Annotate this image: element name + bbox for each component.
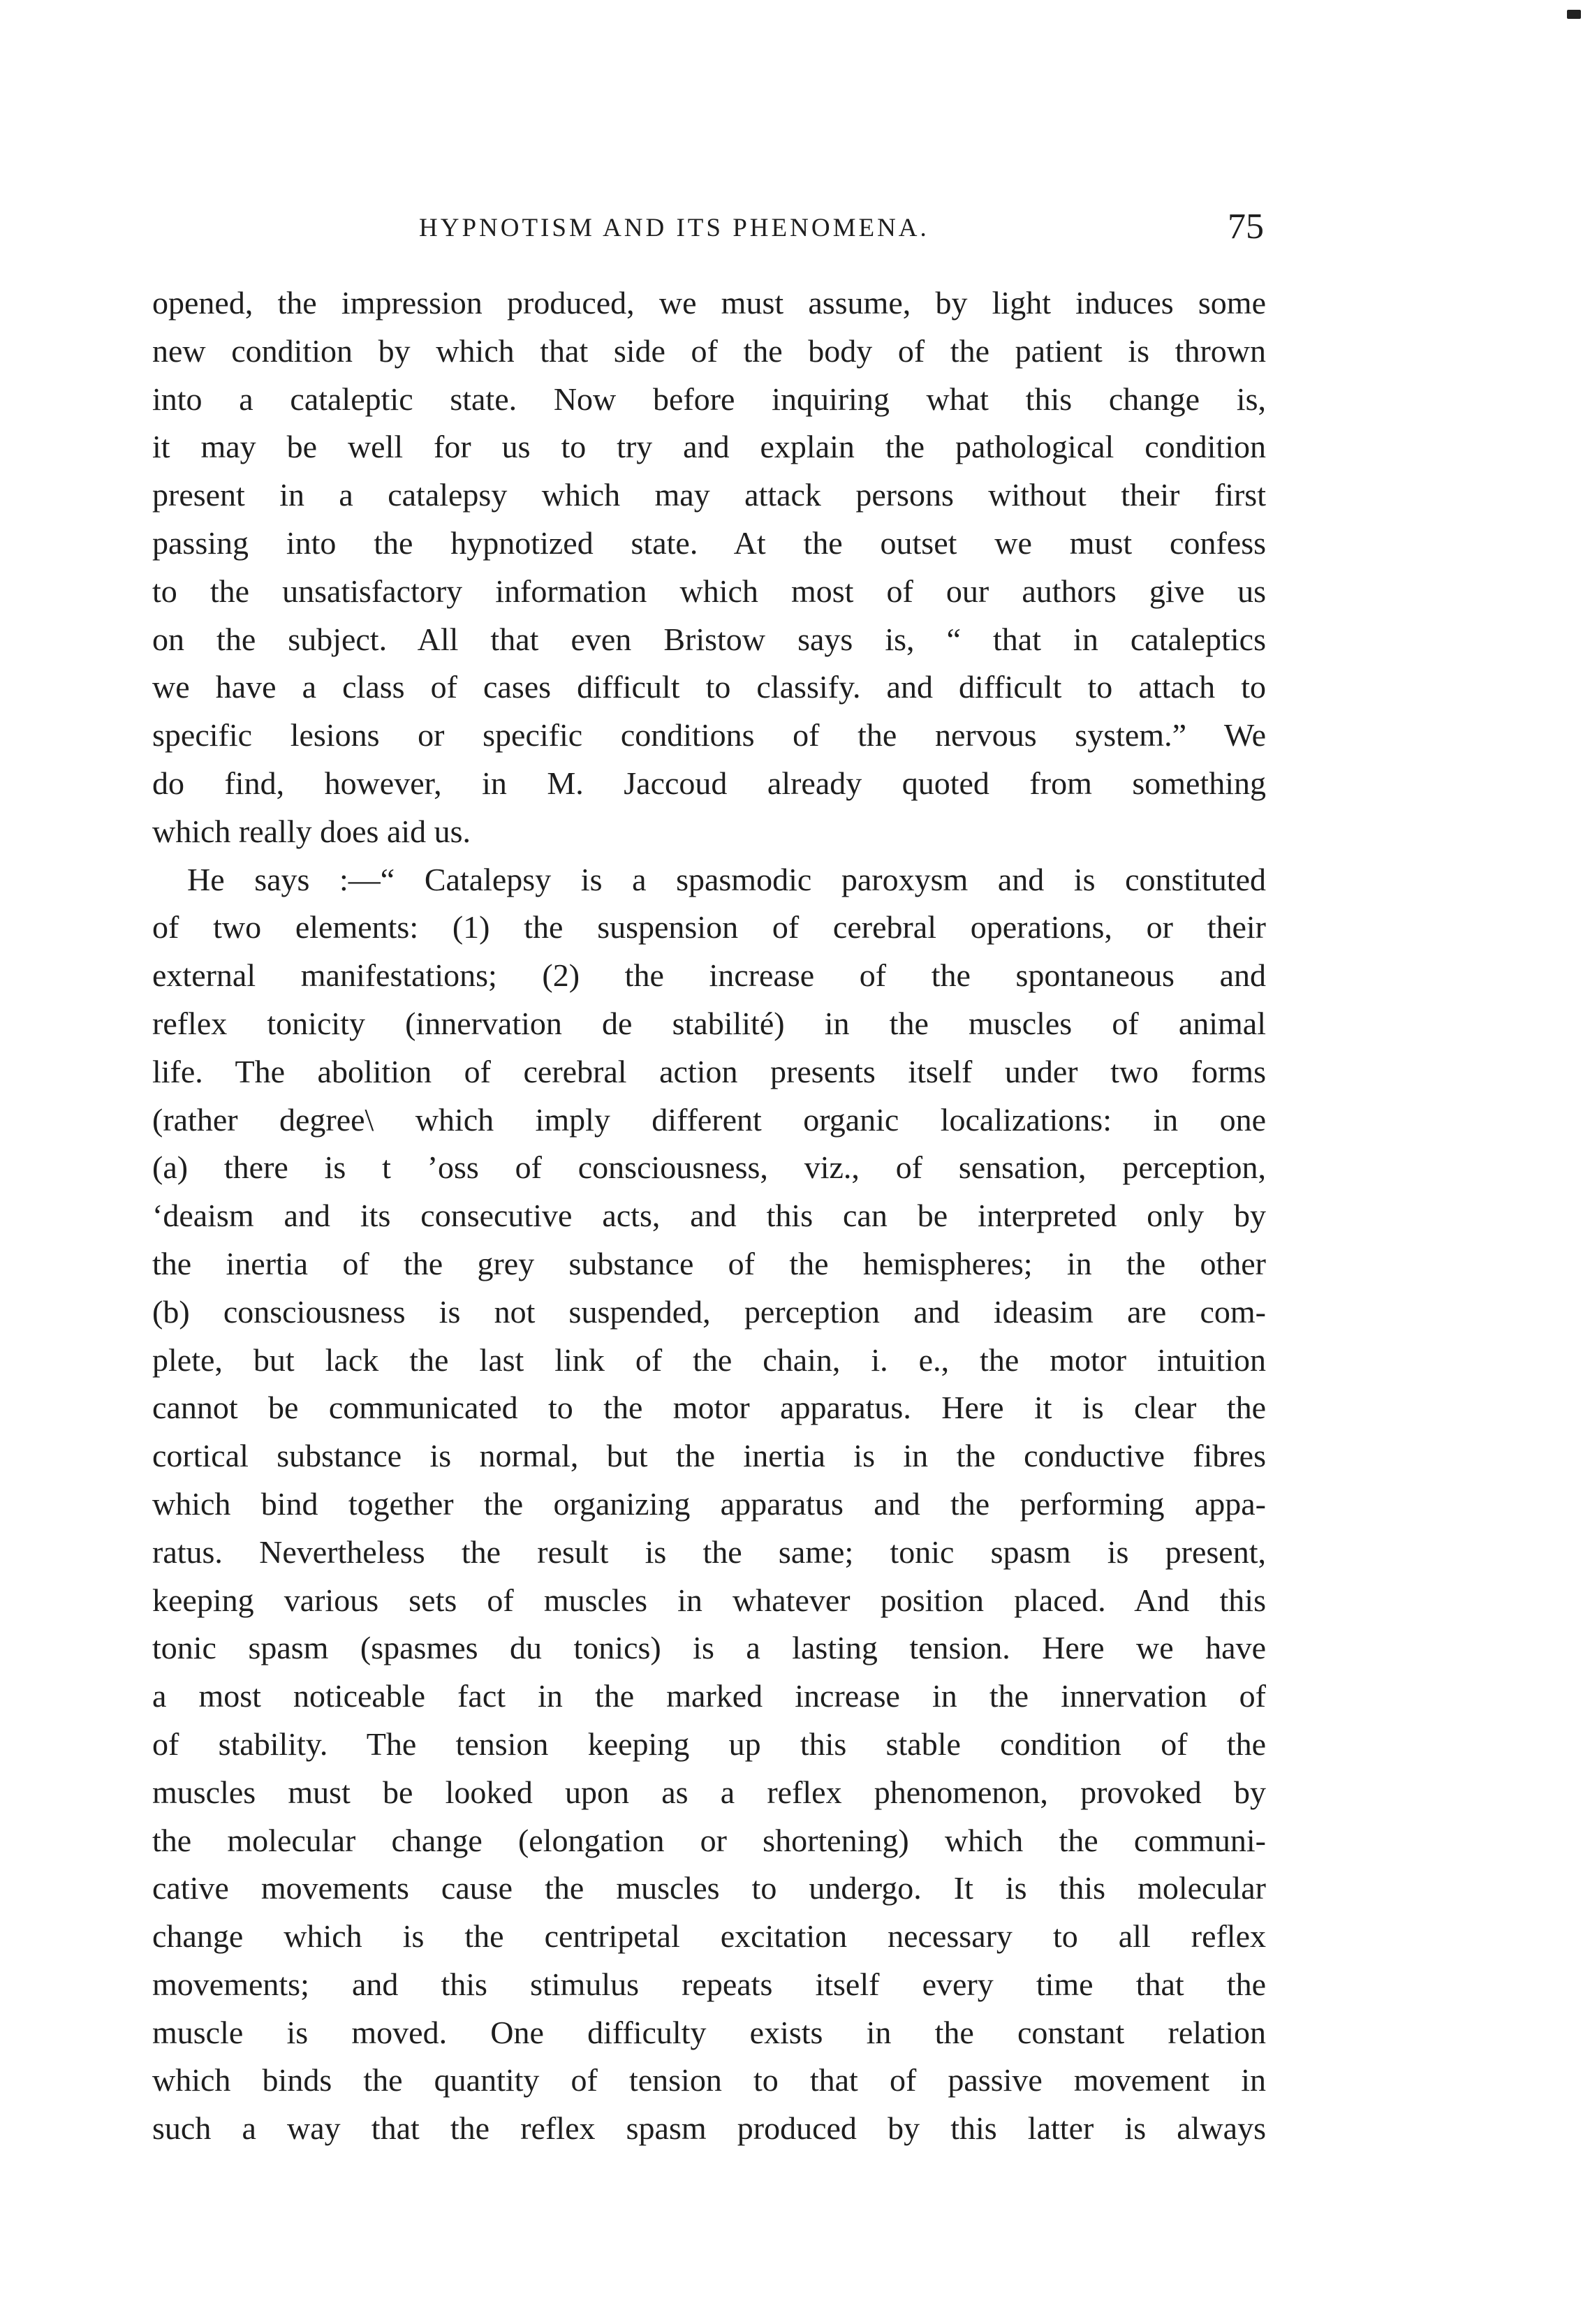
running-head: [419, 206, 1264, 248]
text-line: present in a catalepsy which may attack persons without their first: [152, 477, 1266, 513]
text-line: cortical substance is normal, but the inertia is in the conductive fibres: [152, 1438, 1266, 1474]
text-line: reflex tonicity (innervation de stabilité) in the muscles of animal: [152, 1005, 1266, 1041]
text-line: (b) consciousness is not suspended, perception and ideasim are com-: [152, 1293, 1266, 1330]
text-line: it may be well for us to try and explain the pathological condition: [152, 429, 1266, 465]
text-line: which really does aid us.: [152, 813, 471, 849]
text-line: (a) there is t ’oss of consciousness, viz., of sensation, perception,: [152, 1149, 1266, 1186]
text-line: tonic spasm (spasmes du tonics) is a lasting tension. Here we have: [152, 1630, 1266, 1666]
paragraph-1: [152, 279, 1266, 856]
text-line: opened, the impression produced, we must assume, by light induces some: [152, 285, 1266, 321]
text-line: the molecular change (elongation or shortening) which the communi-: [152, 1822, 1266, 1858]
text-line: such a way that the reflex spasm produced by this latter is always: [152, 2110, 1266, 2147]
text-line: we have a class of cases difficult to classify. and difficult to attach to: [152, 669, 1266, 705]
text-line: change which is the centripetal excitation necessary to all reflex: [152, 1918, 1266, 1955]
text-line: a most noticeable fact in the marked increase in the innervation of: [152, 1678, 1266, 1714]
running-title: HYPNOTISM AND ITS PHENOMENA.: [419, 214, 929, 242]
text-line: of two elements: (1) the suspension of cerebral operations, or their: [152, 909, 1266, 946]
text-line: ratus. Nevertheless the result is the same; tonic spasm is present,: [152, 1534, 1266, 1570]
text-line: which bind together the organizing apparatus and the performing appa-: [152, 1485, 1266, 1522]
text-line: passing into the hypnotized state. At the outset we must confess: [152, 524, 1266, 561]
text-line: He says :—“ Catalepsy is a spasmodic paroxysm and is constituted: [187, 861, 1266, 897]
text-line: the inertia of the grey substance of the hemispheres; in the other: [152, 1245, 1266, 1281]
text-line: cative movements cause the muscles to undergo. It is this molecular: [152, 1870, 1266, 1906]
text-line: plete, but lack the last link of the chain, i. e., the motor intuition: [152, 1341, 1266, 1378]
text-line: (rather degree\ which imply different organic localizations: in one: [152, 1101, 1266, 1138]
text-line: specific lesions or specific conditions of the nervous system.” We: [152, 717, 1266, 753]
corner-scan-mark: [1567, 10, 1581, 19]
text-line: which binds the quantity of tension to that of passive movement in: [152, 2062, 1266, 2098]
text-line: keeping various sets of muscles in whatever position placed. And this: [152, 1582, 1266, 1618]
text-line: to the unsatisfactory information which most of our authors give us: [152, 573, 1266, 609]
text-line: of stability. The tension keeping up this stable condition of the: [152, 1726, 1266, 1762]
text-line: muscle is moved. One difficulty exists in the constant relation: [152, 2014, 1266, 2050]
paragraph-2: [152, 856, 1266, 2154]
text-line: do find, however, in M. Jaccoud already quoted from something: [152, 765, 1266, 801]
text-line: ‘deaism and its consecutive acts, and this can be interpreted only by: [152, 1198, 1266, 1234]
text-line: into a cataleptic state. Now before inquiring what this change is,: [152, 381, 1266, 417]
text-line: movements; and this stimulus repeats itself every time that the: [152, 1966, 1266, 2002]
text-line: life. The abolition of cerebral action presents itself under two forms: [152, 1053, 1266, 1089]
text-line: new condition by which that side of the body of the patient is thrown: [152, 332, 1266, 369]
text-line: muscles must be looked upon as a reflex phenomenon, provoked by: [152, 1774, 1266, 1810]
text-line: external manifestations; (2) the increase of the spontaneous and: [152, 957, 1266, 994]
body-text: [152, 279, 1266, 2153]
text-line: cannot be communicated to the motor apparatus. Here it is clear the: [152, 1390, 1266, 1426]
text-line: on the subject. All that even Bristow says is, “ that in cataleptics: [152, 621, 1266, 657]
page-number: 75: [1228, 207, 1264, 247]
